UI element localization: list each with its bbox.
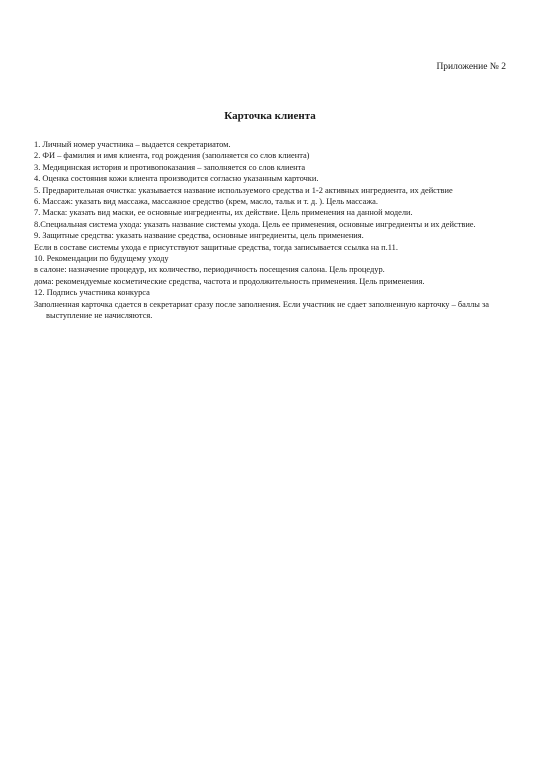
list-item: 5. Предварительная очистка: указывается название используемого средства и 1-2 активных ингредиента, их действие <box>34 185 453 195</box>
list-item: 10. Рекомендации по будущему уходу <box>34 254 169 264</box>
list-item: дома: рекомендуемые косметические средства, частота и продолжительность применения. Цель применения. <box>34 276 425 286</box>
list-item: 4. Оценка состояния кожи клиента производится согласно указанным карточки. <box>34 174 319 184</box>
list-item: 9. Защитные средства: указать название средства, основные ингредиенты, цель применения. <box>34 231 364 241</box>
list-item: 8.Специальная система ухода: указать название системы ухода. Цель ее применения, основные ингредиенты и их действие. <box>34 219 476 229</box>
list-item: в салоне: назначение процедур, их количество, периодичность посещения салона. Цель процедур. <box>34 265 385 275</box>
list-item: Заполненная карточка сдается в секретариат сразу после заполнения. Если участник не сдает заполненную карточку – баллы за выступление не начисляются. <box>34 299 490 321</box>
list-item: 3. Медицинская история и противопоказания – заполняется со слов клиента <box>34 162 306 172</box>
list-item: 7. Маска: указать вид маски, ее основные ингредиенты, их действие. Цель применения на данной модели. <box>34 208 413 218</box>
list-item: 2. ФИ – фамилия и имя клиента, год рождения (заполняется со слов клиента) <box>34 151 310 161</box>
list-item: 6. Массаж: указать вид массажа, массажное средство (крем, масло, тальк и т. д. ). Цель массажа. <box>34 197 378 207</box>
instruction-list <box>34 139 510 322</box>
list-item: 12. Подпись участника конкурса <box>34 288 150 298</box>
appendix-label: Приложение № 2 <box>436 62 506 72</box>
list-item: 1. Личный номер участника – выдается секретариатом. <box>34 140 231 149</box>
document-title: Карточка клиента <box>224 110 316 122</box>
list-item: Если в составе системы ухода е присутствуют защитные средства, тогда записывается ссылка на п.11. <box>34 242 398 252</box>
